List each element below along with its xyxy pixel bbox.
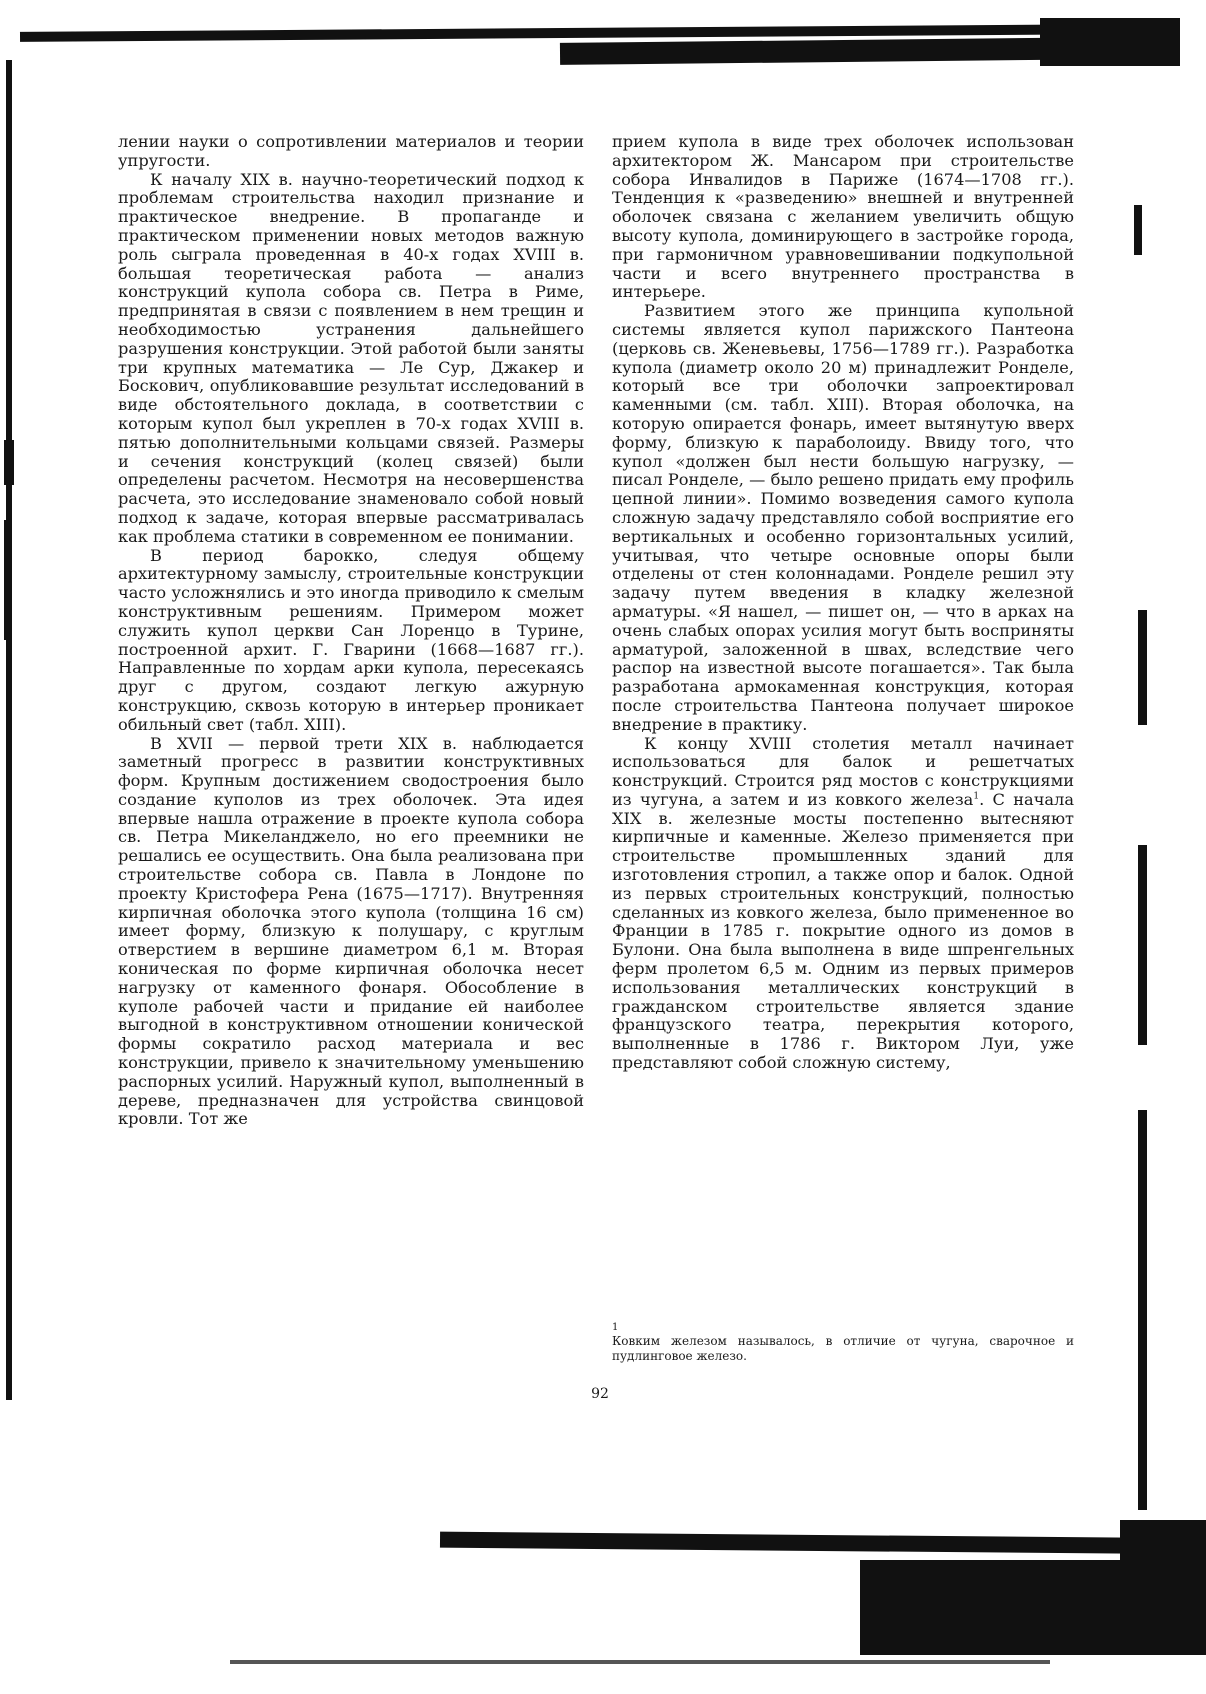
scan-edge [1120, 1520, 1206, 1590]
scan-edge [6, 60, 12, 1400]
paragraph: Развитием этого же принципа купольной системы является купол парижского Пантеона (церковь св. Женевьевы, 1756—1789 гг.). Разработка купола (диаметр около 20 м) принадлежит Ронделе, который все три оболочки запроектировал каменными (см. табл. XIII). Вторая оболочка, на которую опирается фонарь, имеет вытянутую вверх форму, близкую к параболоиду. Ввиду того, что купол «должен был нести большую нагрузку, — писал Ронделе, — было решено придать ему профиль цепной линии». Помимо возведения самого купола сложную задачу представляло собой восприятие его вертикальных и особенно горизонтальных усилий, учитывая, что четыре основные опоры были отделены от стен колоннадами. Ронделе решил эту задачу путем введения в кладку железной арматуры. «Я нашел, — пишет он, — что в арках на очень слабых опорах усилия могут быть восприняты арматурой, заложенной в швах, вследствие чего распор на известной высоте погашается». Так была разработана армокаменная конструкция, которая после строительства Пантеона получает широкое внедрение в практику. [612, 301, 1074, 734]
scan-edge [560, 37, 1120, 65]
right-column [612, 133, 1074, 1073]
paragraph-text: . С начала XIX в. железные мосты постепенно вытесняют кирпичные и каменные. Железо применяется при строительстве промышленных зданий для изготовления стропил, а также опор и балок. Одной из первых строительных конструкций, полностью сделанных из ковкого железа, было примененное во Франции в 1785 г. покрытие одного из домов в Булони. Она была выполнена в виде шпренгельных ферм пролетом 6,5 м. Одним из первых примеров использования металлических конструкций в гражданском строительстве является здание французского театра, перекрытия которого, выполненные в 1786 г. Виктором Луи, уже представляют собой сложную систему, [612, 789, 1074, 1073]
paragraph: прием купола в виде трех оболочек использован архитектором Ж. Мансаром при строительстве собора Инвалидов в Париже (1674—1708 гг.). Тенденция к «разведению» внешней и внутренней оболочек связана с желанием увеличить общую высоту купола, доминирующего в застройке города, при гармоничном уравновешивании подкупольной части и всего внутреннего пространства в интерьере. [612, 132, 1074, 302]
left-column [118, 133, 584, 1129]
paragraph: лении науки о сопротивлении материалов и теории упругости. [118, 132, 584, 170]
scan-edge [4, 440, 14, 485]
page-number: 92 [591, 1386, 609, 1402]
footnote-text: Ковким железом называлось, в отличие от чугуна, сварочное и пудлинговое железо. [612, 1334, 1074, 1363]
scan-edge [1040, 18, 1180, 66]
footnote-mark: 1 [612, 1322, 619, 1333]
footnote-reference: 1 [973, 791, 980, 802]
scan-edge [1138, 845, 1147, 1045]
scan-edge [230, 1660, 1050, 1664]
scan-edge [1138, 610, 1147, 725]
scan-edge [440, 1532, 1206, 1555]
paragraph: В период барокко, следуя общему архитектурному замыслу, строительные конструкции часто усложнялись и это иногда приводило к смелым конструктивным решениям. Примером может служить купол церкви Сан Лоренцо в Турине, построенной архит. Г. Гварини (1668—1687 гг.). Направленные по хордам арки купола, пересекаясь друг с другом, создают легкую ажурную конструкцию, сквозь которую в интерьер проникает обильный свет (табл. XIII). [118, 545, 584, 734]
paragraph: В XVII — первой трети XIX в. наблюдается заметный прогресс в развитии конструктивных форм. Крупным достижением сводостроения было создание куполов из трех оболочек. Эта идея впервые нашла отражение в проекте купола собора св. Петра Микеланджело, но его преемники не решались ее осуществить. Она была реализована при строительстве собора св. Павла в Лондоне по проекту Кристофера Рена (1675—1717). Внутренняя кирпичная оболочка этого купола (толщина 16 см) имеет форму, близкую к полушару, с круглым отверстием в вершине диаметром 6,1 м. Вторая коническая по форме кирпичная оболочка несет нагрузку от каменного фонаря. Обособление в куполе рабочей части и придание ей наиболее выгодной в конструктивном отношении конической формы сократило расход материала и вес конструкции, привело к значительному уменьшению распорных усилий. Наружный купол, выполненный в дереве, предназначен для устройства свинцовой кровли. Тот же [118, 733, 584, 1129]
footnote [612, 1322, 1074, 1364]
paragraph: К началу XIX в. научно-теоретический подход к проблемам строительства находил признание и практическое внедрение. В пропаганде и практическом применении новых методов важную роль сыграла проведенная в 40-х годах XVIII в. большая теоретическая работа — анализ конструкций купола собора св. Петра в Риме, предпринятая в связи с появлением в нем трещин и необходимостью устранения дальнейшего разрушения конструкции. Этой работой были заняты три крупных математика — Ле Сур, Джакер и Боскович, опубликовавшие результат исследований в виде обстоятельного доклада, в соответствии с которым купол был укреплен в 70-х годах XVIII в. пятью дополнительными кольцами связей. Размеры и сечения конструкций (колец связей) были определены расчетом. Несмотря на несовершенства расчета, это исследование знаменовало собой новый подход к задаче, которая впервые рассматривалась как проблема статики в современном ее понимании. [118, 169, 584, 546]
paragraph-text: К концу XVIII столетия металл начинает использоваться для балок и решетчатых конструкций. Строится ряд мостов с конструкциями из чугуна, а затем и из ковкого железа [612, 733, 1074, 809]
scan-edge [4, 520, 12, 640]
scan-edge [1134, 205, 1142, 255]
paragraph [612, 735, 1074, 1073]
scan-edge [1138, 1110, 1147, 1510]
